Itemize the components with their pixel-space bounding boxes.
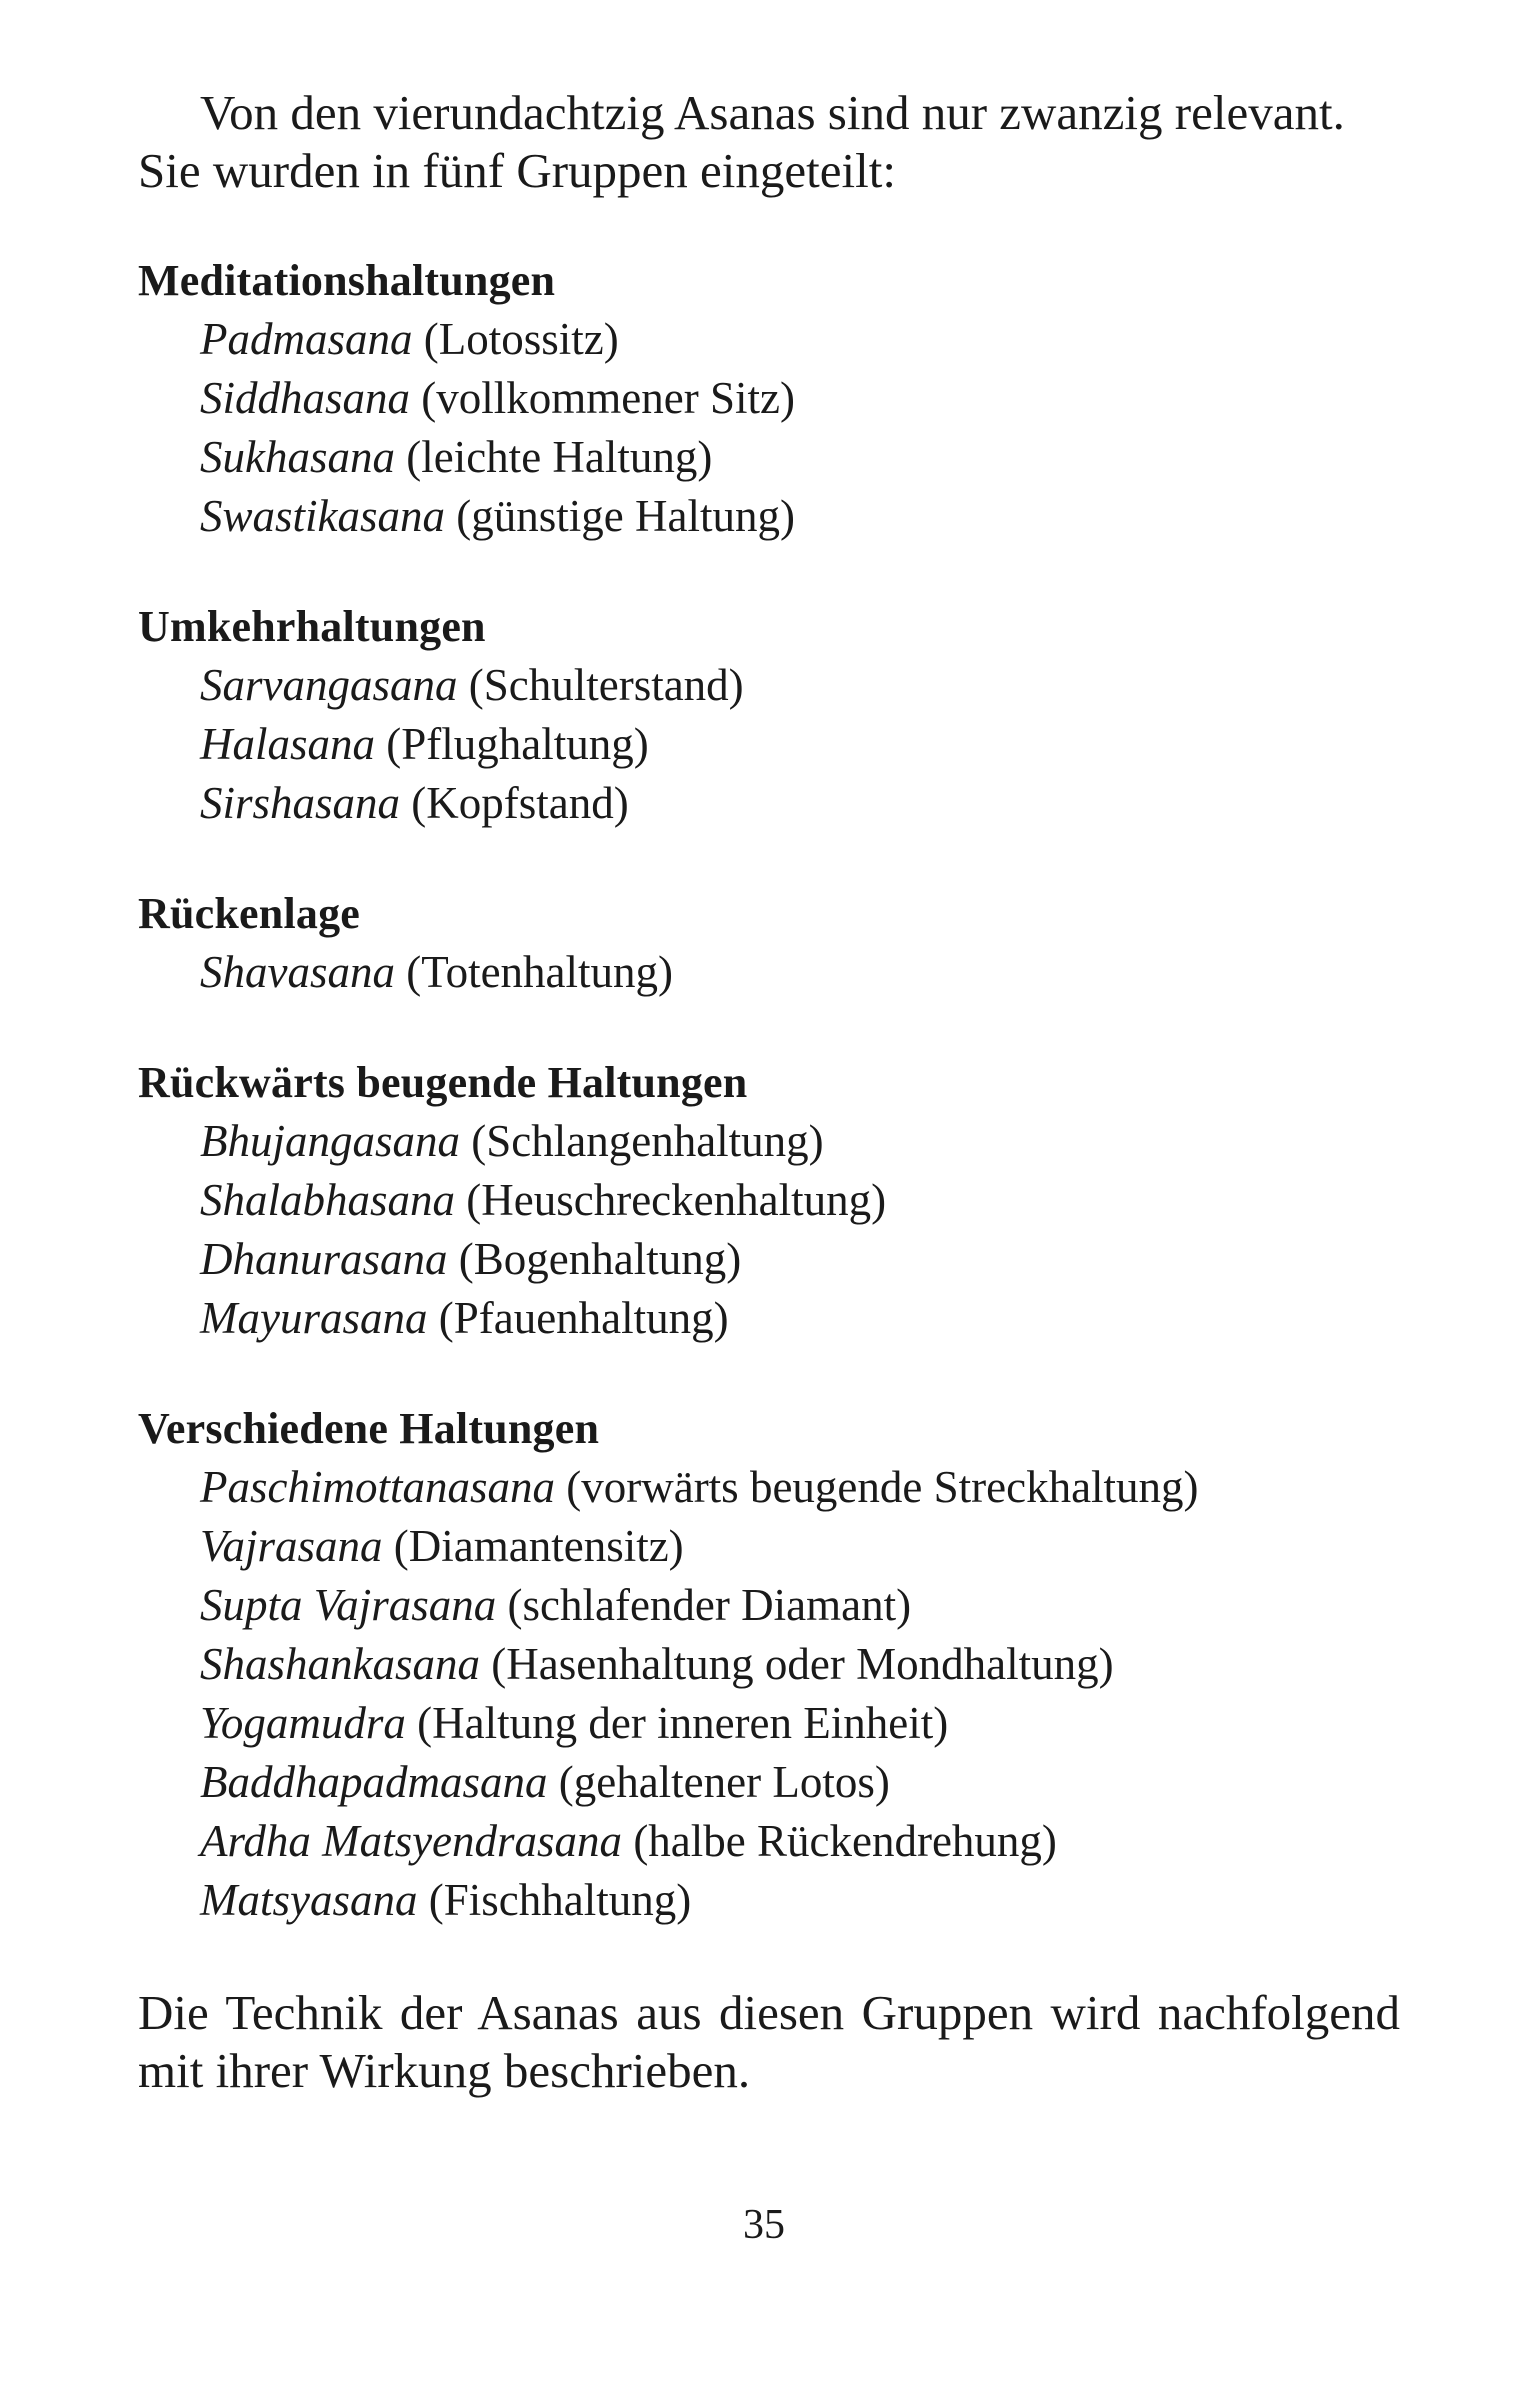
- pose-sanskrit: Vajrasana: [200, 1521, 383, 1571]
- pose-item: [200, 774, 1400, 833]
- pose-item: [200, 310, 1400, 369]
- group-title: Rückwärts beugende Haltungen: [138, 1058, 748, 1107]
- pose-sanskrit: Yogamudra: [200, 1698, 406, 1748]
- pose-item: [200, 1812, 1400, 1871]
- group-title: Verschiedene Haltungen: [138, 1404, 600, 1453]
- pose-item: [200, 1517, 1400, 1576]
- pose-translation: (Pflughaltung): [386, 719, 649, 769]
- outro-paragraph: Die Technik der Asanas aus diesen Gruppen wird nachfolgend mit ihrer Wirkung beschrieben.: [138, 1985, 1400, 2098]
- pose-translation: (gehaltener Lotos): [558, 1757, 890, 1807]
- pose-translation: (Diamantensitz): [393, 1521, 684, 1571]
- pose-translation: (Haltung der inneren Einheit): [417, 1698, 949, 1748]
- page-body: [138, 84, 1400, 2100]
- pose-item: [200, 1112, 1400, 1171]
- pose-sanskrit: Baddhapadmasana: [200, 1757, 548, 1807]
- group-meditation: [138, 252, 1400, 546]
- page-number: 35: [743, 2202, 785, 2248]
- pose-translation: (Heuschreckenhaltung): [466, 1175, 887, 1225]
- pose-translation: (Lotossitz): [423, 314, 619, 364]
- pose-item: [200, 1753, 1400, 1812]
- pose-item: [200, 1458, 1400, 1517]
- pose-item: [200, 1289, 1400, 1348]
- pose-translation: (Schlangenhaltung): [471, 1116, 824, 1166]
- group-inversion: [138, 598, 1400, 833]
- pose-sanskrit: Supta Vajrasana: [200, 1580, 497, 1630]
- pose-translation: (Hasenhaltung oder Mondhaltung): [491, 1639, 1114, 1689]
- pose-translation: (schlafender Diamant): [507, 1580, 912, 1630]
- pose-sanskrit: Shalabhasana: [200, 1175, 456, 1225]
- group-title: Meditationshaltungen: [138, 256, 556, 305]
- group-backbend: [138, 1054, 1400, 1348]
- pose-item: [200, 428, 1400, 487]
- pose-item: [200, 715, 1400, 774]
- pose-item: [200, 943, 1400, 1002]
- pose-sanskrit: Sirshasana: [200, 778, 401, 828]
- pose-sanskrit: Dhanurasana: [200, 1234, 448, 1284]
- pose-sanskrit: Padmasana: [200, 314, 413, 364]
- pose-translation: (Pfauenhaltung): [438, 1293, 729, 1343]
- pose-translation: (Bogenhaltung): [458, 1234, 742, 1284]
- pose-translation: (günstige Haltung): [456, 491, 795, 541]
- pose-sanskrit: Sarvangasana: [200, 660, 458, 710]
- pose-translation: (vorwärts beugende Streckhaltung): [566, 1462, 1199, 1512]
- intro-paragraph: Von den vierundachtzig Asanas sind nur zwanzig relevant. Sie wurden in fünf Gruppen eingeteilt:: [138, 85, 1345, 198]
- pose-sanskrit: Sukhasana: [200, 432, 395, 482]
- pose-item: [200, 1230, 1400, 1289]
- group-supine: [138, 885, 1400, 1002]
- pose-translation: (Totenhaltung): [406, 947, 674, 997]
- pose-translation: (leichte Haltung): [406, 432, 713, 482]
- pose-sanskrit: Bhujangasana: [200, 1116, 461, 1166]
- pose-item: [200, 1171, 1400, 1230]
- group-miscellaneous: [138, 1400, 1400, 1930]
- pose-item: [200, 1694, 1400, 1753]
- pose-sanskrit: Paschimottanasana: [200, 1462, 555, 1512]
- pose-item: [200, 1576, 1400, 1635]
- pose-translation: (Fischhaltung): [428, 1875, 692, 1925]
- pose-sanskrit: Shashankasana: [200, 1639, 480, 1689]
- pose-sanskrit: Swastikasana: [200, 491, 446, 541]
- pose-translation: (Schulterstand): [468, 660, 744, 710]
- pose-translation: (halbe Rückendrehung): [633, 1816, 1057, 1866]
- pose-translation: (vollkommener Sitz): [421, 373, 795, 423]
- group-title: Umkehrhaltungen: [138, 602, 486, 651]
- pose-item: [200, 656, 1400, 715]
- pose-item: [200, 369, 1400, 428]
- asana-groups: [138, 252, 1400, 1930]
- pose-sanskrit: Siddhasana: [200, 373, 411, 423]
- pose-sanskrit: Ardha Matsyendrasana: [200, 1816, 623, 1866]
- pose-sanskrit: Halasana: [200, 719, 376, 769]
- pose-translation: (Kopfstand): [411, 778, 629, 828]
- group-title: Rückenlage: [138, 889, 360, 938]
- pose-sanskrit: Shavasana: [200, 947, 395, 997]
- pose-item: [200, 1635, 1400, 1694]
- pose-sanskrit: Mayurasana: [200, 1293, 428, 1343]
- pose-item: [200, 1871, 1400, 1930]
- pose-item: [200, 487, 1400, 546]
- pose-sanskrit: Matsyasana: [200, 1875, 418, 1925]
